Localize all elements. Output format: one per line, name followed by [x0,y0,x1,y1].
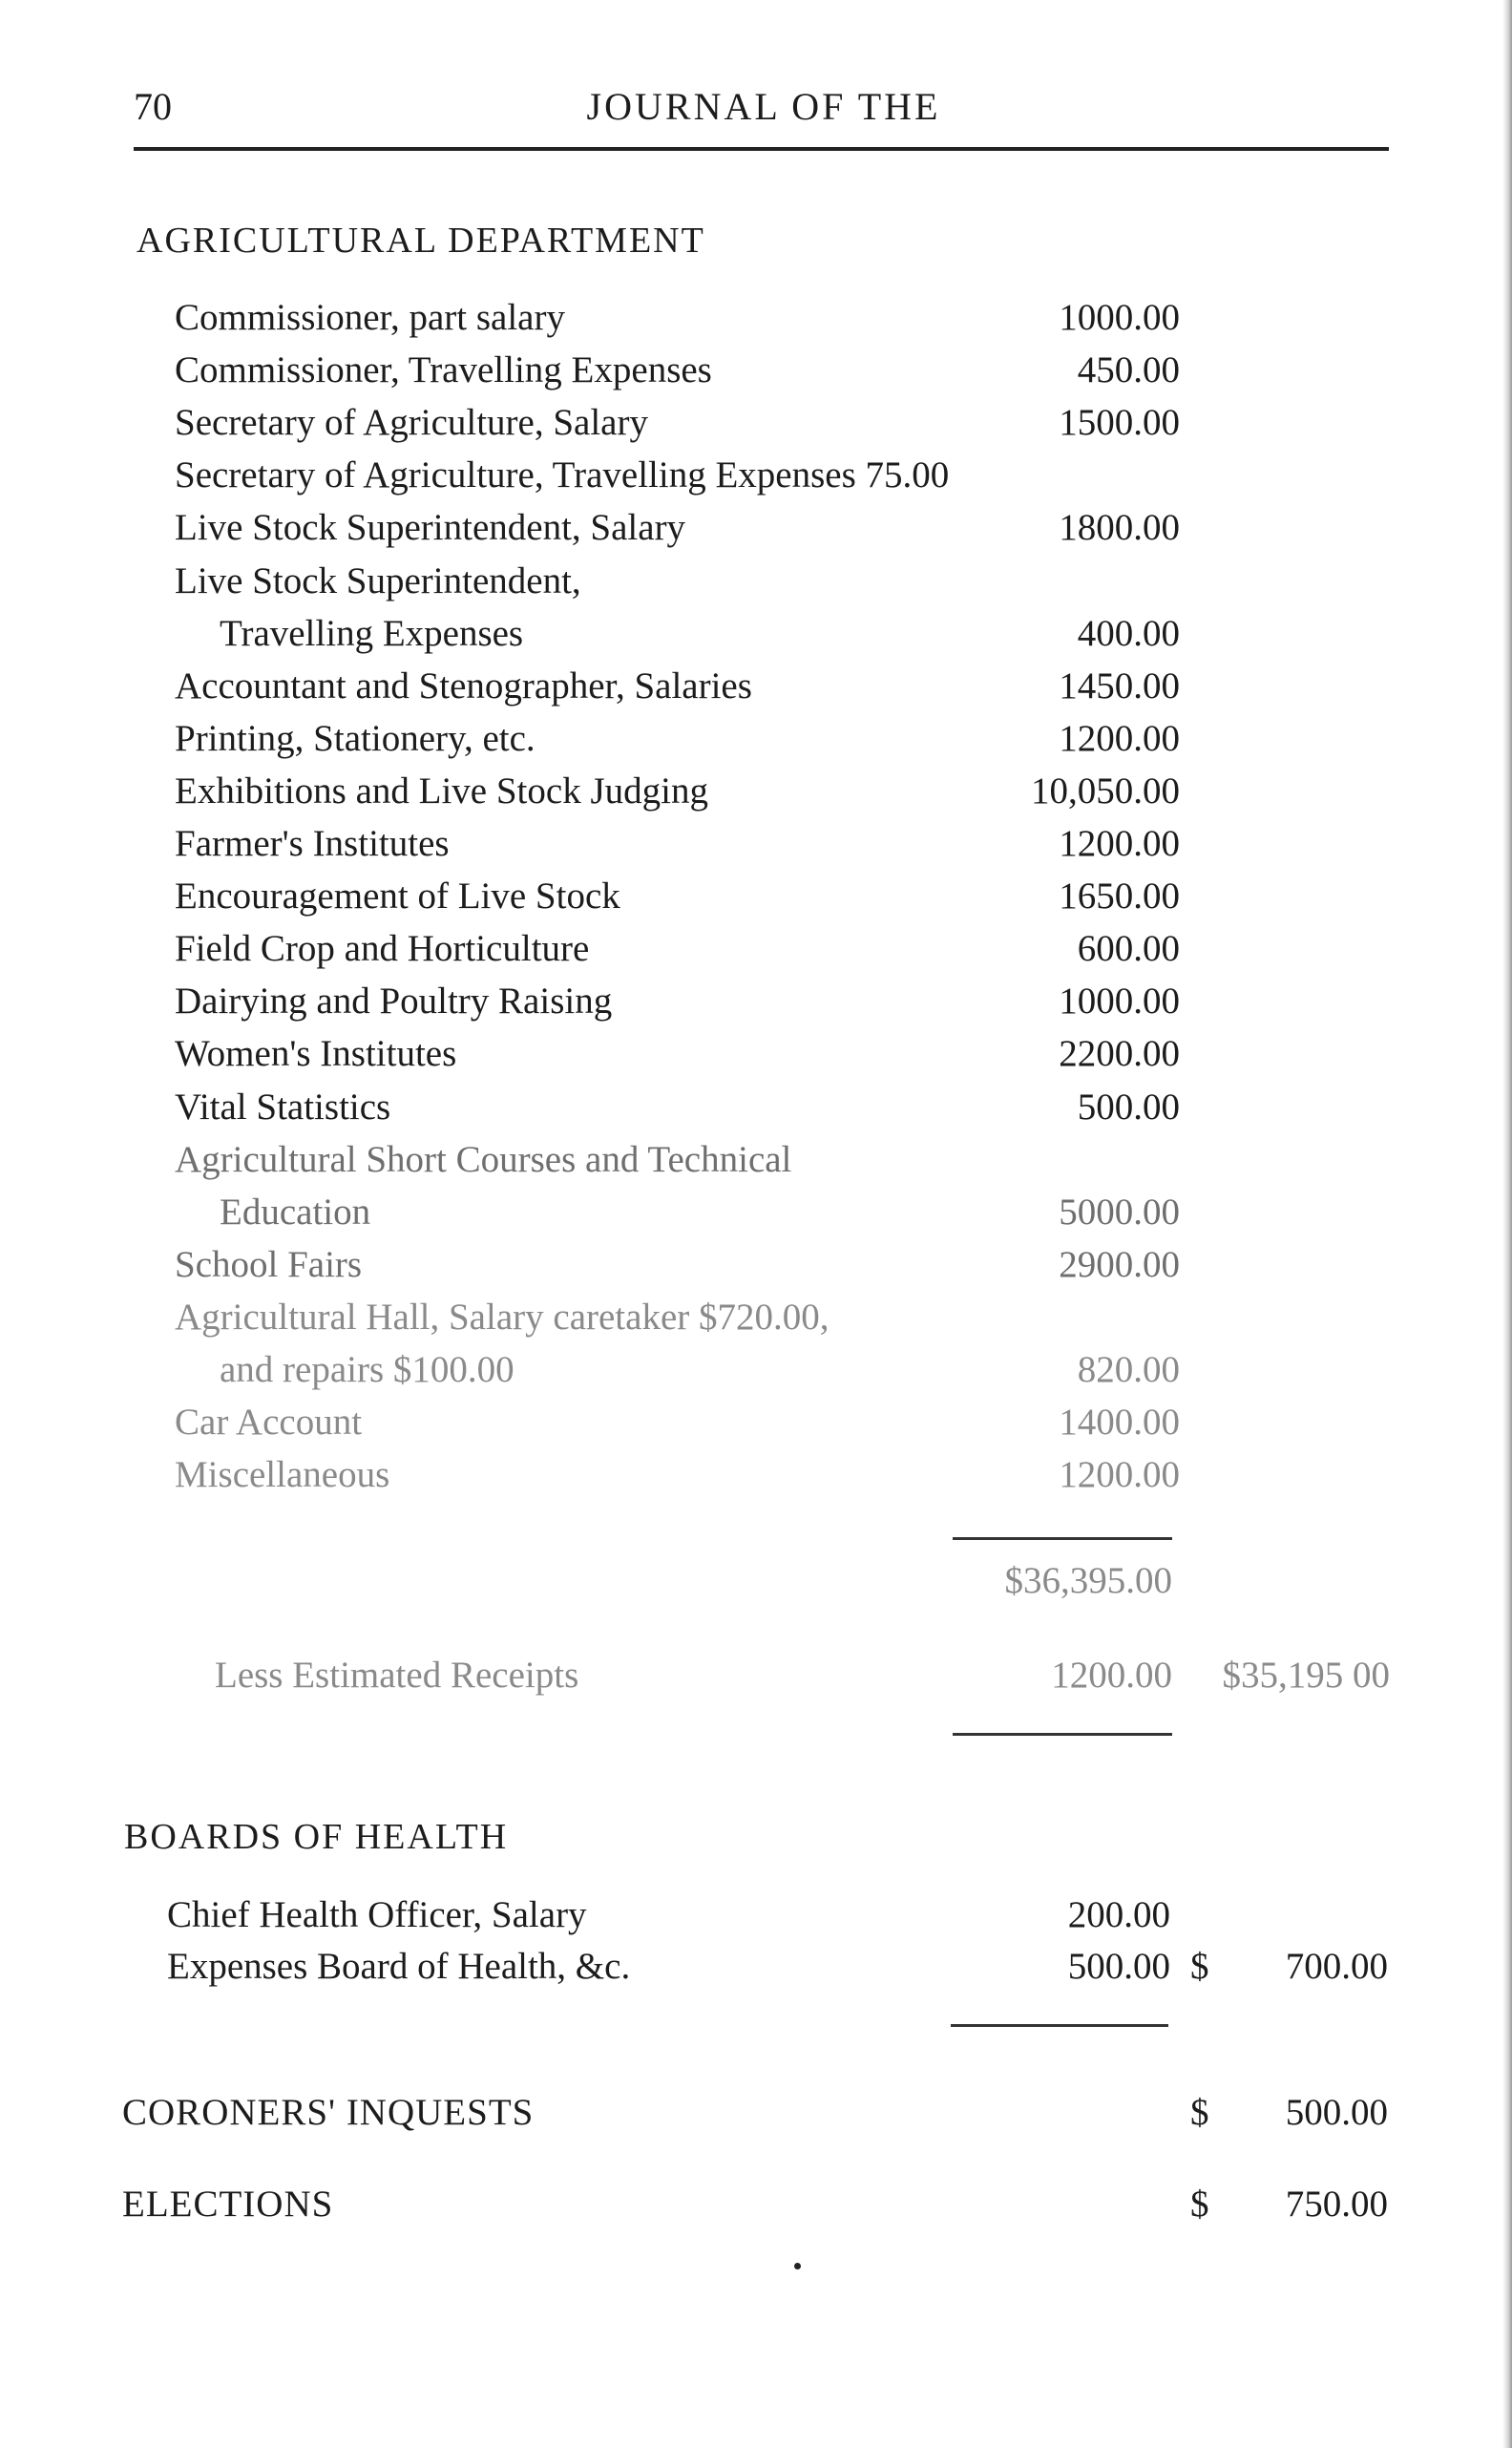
agricultural-department-title: AGRICULTURAL DEPARTMENT [136,221,705,261]
agricultural-item-label: Dairying and Poultry Raising [175,981,613,1022]
list-item [0,822,1512,875]
agricultural-item-label: School Fairs [175,1244,363,1285]
elections-total: 750.00 [1285,2184,1388,2225]
elections-dollar-sign: $ [1190,2184,1209,2225]
list-item [0,1032,1512,1085]
agricultural-item-label: Accountant and Stenographer, Salaries [175,665,752,707]
list-item [0,1945,1512,1997]
subtotal-rule [953,1537,1172,1540]
list-item [0,1086,1512,1138]
list-item [0,1243,1512,1296]
agricultural-item-label: Miscellaneous [175,1454,390,1495]
agricultural-item-label: Agricultural Short Courses and Technical [175,1139,792,1180]
list-item [0,1296,1512,1348]
page-number: 70 [134,85,172,128]
agricultural-item-label: Commissioner, part salary [175,297,565,338]
agricultural-item-label: Travelling Expenses [220,613,524,654]
agricultural-item-label: Commissioner, Travelling Expenses [175,349,712,390]
agricultural-item-amount: 400.00 [1077,613,1180,654]
boards-dollar-sign: $ [1190,1946,1209,1987]
subtotal-amount: $36,395.00 [1004,1560,1172,1601]
agricultural-item-label: Women's Institutes [175,1033,457,1074]
list-item [0,770,1512,822]
agricultural-item-label: and repairs $100.00 [220,1349,514,1390]
agricultural-item-amount: 1200.00 [1059,718,1180,759]
subtotal-row [0,1559,1512,1612]
page-dot [794,2263,801,2269]
list-item [0,1401,1512,1453]
agricultural-item-amount: 450.00 [1077,349,1180,390]
agricultural-item-label: Agricultural Hall, Salary caretaker $720.00, [175,1297,830,1338]
boards-of-health-title: BOARDS OF HEALTH [124,1817,509,1857]
list-item [0,980,1512,1032]
boards-item-amount: 500.00 [1067,1946,1170,1987]
list-item [0,612,1512,665]
list-item [0,1893,1512,1946]
agricultural-item-label: Education [220,1192,371,1233]
list-item [0,506,1512,559]
agricultural-item-label: Live Stock Superintendent, [175,560,581,601]
list-item [0,1191,1512,1243]
agricultural-item-amount: 1200.00 [1059,1454,1180,1495]
agricultural-item-label: Secretary of Agriculture, Travelling Expenses 75.00 [175,454,950,496]
agricultural-item-label: Car Account [175,1402,363,1443]
less-receipts-row [0,1654,1512,1706]
agricultural-item-amount: 1800.00 [1059,507,1180,548]
agricultural-item-amount: 500.00 [1077,1087,1180,1128]
boards-item-label: Expenses Board of Health, &c. [167,1946,631,1987]
agricultural-item-label: Field Crop and Horticulture [175,928,590,969]
page-header [134,84,1394,141]
coroners-dollar-sign: $ [1190,2092,1209,2133]
list-item [0,296,1512,348]
agricultural-item-amount: 820.00 [1077,1349,1180,1390]
agricultural-item-label: Exhibitions and Live Stock Judging [175,770,708,812]
coroners-total: 500.00 [1285,2092,1388,2133]
agricultural-item-label: Farmer's Institutes [175,823,450,864]
less-receipts-label: Less Estimated Receipts [215,1655,579,1696]
less-receipts-amount: 1200.00 [1051,1655,1172,1696]
boards-item-amount: 200.00 [1067,1894,1170,1935]
agricultural-item-amount: 1650.00 [1059,876,1180,917]
list-item [0,1453,1512,1506]
agricultural-net-total: $35,195 00 [1222,1655,1390,1696]
list-item [0,927,1512,980]
running-head: JOURNAL OF THE [586,85,941,128]
agricultural-item-amount: 2900.00 [1059,1244,1180,1285]
agricultural-item-amount: 1000.00 [1059,297,1180,338]
elections-row [0,2183,1512,2235]
agricultural-item-amount: 1450.00 [1059,665,1180,707]
agricultural-item-amount: 1500.00 [1059,402,1180,443]
list-item [0,454,1512,506]
coroners-row [0,2091,1512,2143]
coroners-title: CORONERS' INQUESTS [122,2092,535,2133]
list-item [0,559,1512,612]
boards-rule [951,2024,1168,2027]
elections-title: ELECTIONS [122,2184,334,2225]
list-item [0,401,1512,454]
agricultural-item-amount: 5000.00 [1059,1192,1180,1233]
header-rule [134,147,1389,151]
agricultural-item-amount: 10,050.00 [1031,770,1180,812]
boards-item-label: Chief Health Officer, Salary [167,1894,587,1935]
list-item [0,348,1512,401]
net-total-rule [953,1733,1172,1736]
list-item [0,665,1512,717]
list-item [0,875,1512,927]
agricultural-item-label: Secretary of Agriculture, Salary [175,402,648,443]
agricultural-item-amount: 1000.00 [1059,981,1180,1022]
agricultural-item-amount: 600.00 [1077,928,1180,969]
agricultural-item-label: Encouragement of Live Stock [175,876,620,917]
agricultural-item-amount: 1400.00 [1059,1402,1180,1443]
agricultural-item-label: Live Stock Superintendent, Salary [175,507,686,548]
list-item [0,717,1512,770]
list-item [0,1138,1512,1191]
agricultural-item-label: Printing, Stationery, etc. [175,718,536,759]
list-item [0,1348,1512,1401]
agricultural-item-amount: 2200.00 [1059,1033,1180,1074]
agricultural-item-amount: 1200.00 [1059,823,1180,864]
agricultural-item-label: Vital Statistics [175,1087,391,1128]
boards-total: 700.00 [1285,1946,1388,1987]
